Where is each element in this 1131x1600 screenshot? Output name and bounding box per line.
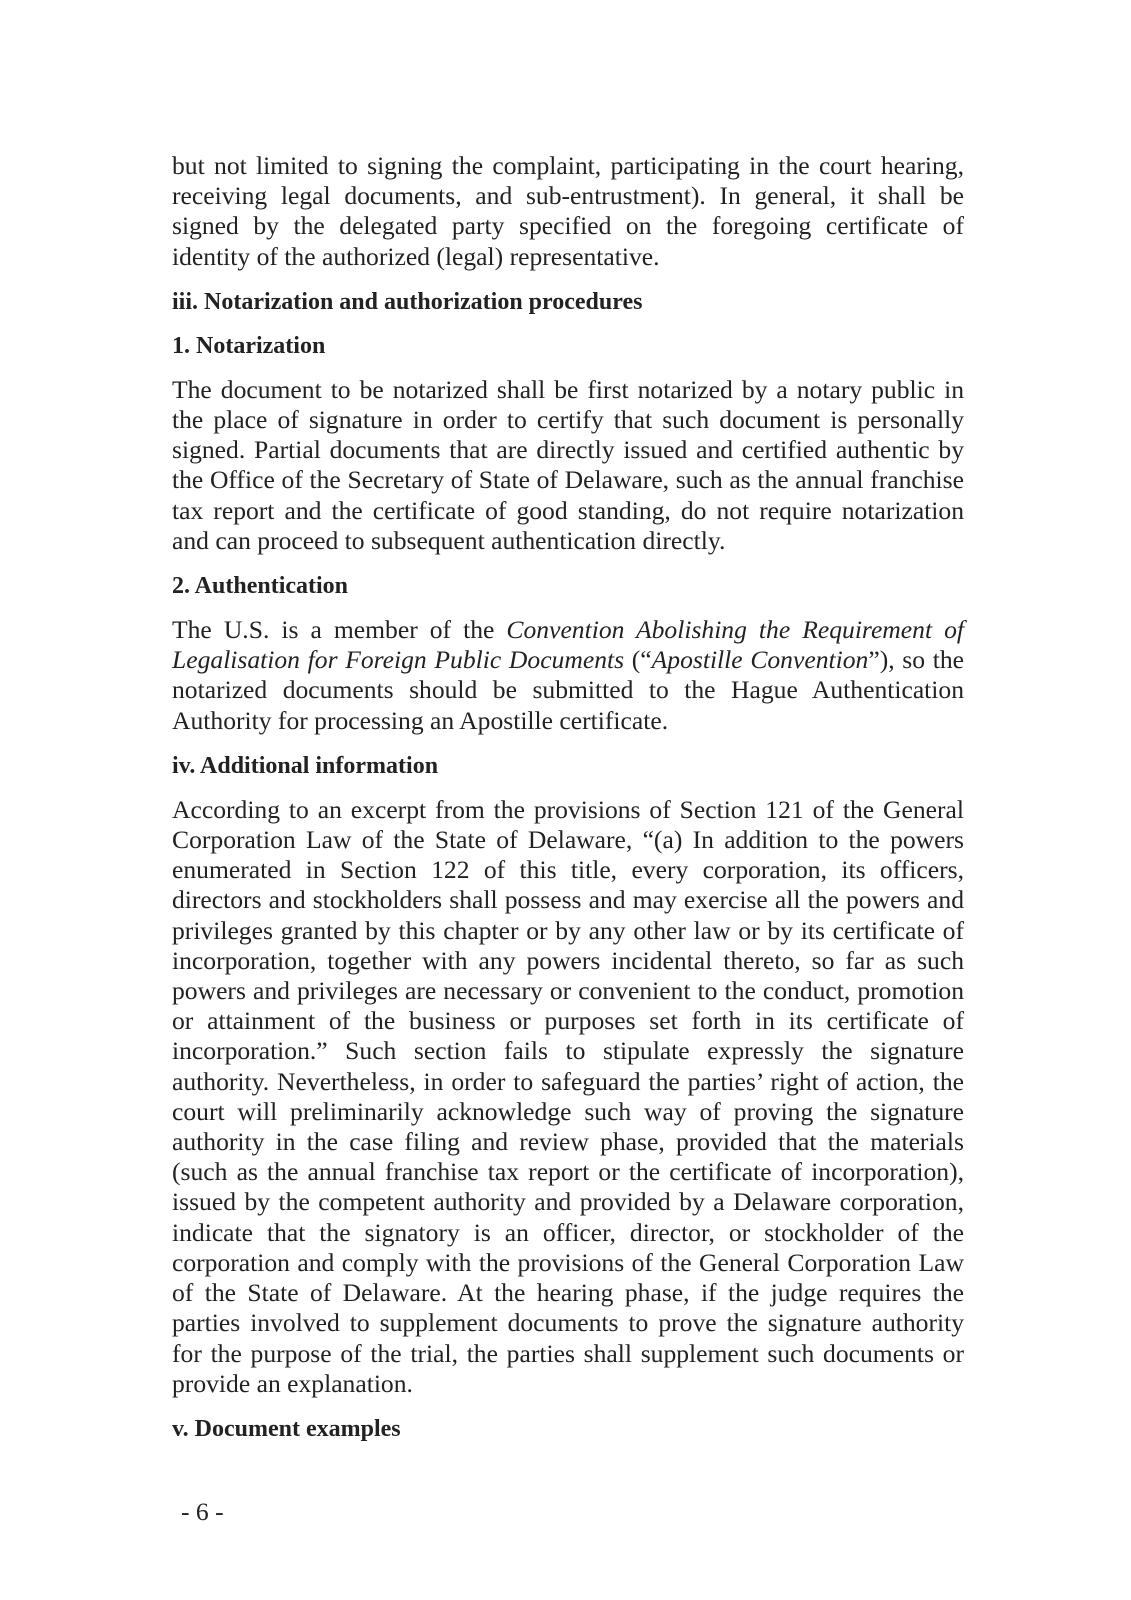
section-iv-heading: iv. Additional information — [172, 752, 439, 779]
page-number: - 6 - — [181, 1497, 224, 1526]
continuation-paragraph: but not limited to signing the complaint, participating in the court hearing, receiving legal documents, and sub-entrustment). In general, it shall be signed by the delegated party specified on the foregoing certificate of identity of the authorized (legal) representative. — [172, 151, 964, 271]
convention-short-name: Apostille Convention — [651, 645, 869, 675]
page-content — [172, 151, 964, 1458]
authentication-heading: 2. Authentication — [172, 573, 349, 600]
additional-information-paragraph: According to an excerpt from the provisions of Section 121 of the General Corporation Law of the State of Delaware, “(a) In addition to the powers enumerated in Section 122 of this title, every corporation, its officers, directors and stockholders shall possess and may exercise all the powers and privileges granted by this chapter or by any other law or by its certificate of incorporation, together with any powers incidental thereto, so far as such powers and privileges are necessary or convenient to the conduct, promotion or attainment of the business or purposes set forth in its certificate of incorporation.” Such section fails to stipulate expressly the signature authority. Nevertheless, in order to safeguard the parties’ right of action, the court will preliminarily acknowledge such way of proving the signature authority in the case filing and review phase, provided that the materials (such as the annual franchise tax report or the certificate of incorporation), issued by the competent authority and provided by a Delaware corporation, indicate that the signatory is an officer, director, or stockholder of the corporation and comply with the provisions of the General Corporation Law of the State of Delaware. At the hearing phase, if the judge requires the parties involved to supplement documents to prove the signature authority for the purpose of the trial, the parties shall supplement such documents or provide an explanation. — [172, 794, 964, 1398]
authentication-text-open-quote: (“ — [624, 645, 652, 675]
authentication-paragraph — [172, 615, 964, 736]
convention-name: Convention Abolishing the Requirement of Legalisation for Foreign Public Documents — [172, 615, 964, 675]
notarization-heading: 1. Notarization — [172, 332, 326, 359]
authentication-text-end: ”), so the notarized documents should be submitted to the Hague Authentication Authority for processing an Apostille certificate. — [172, 645, 965, 735]
authentication-text-start: The U.S. is a member of the — [172, 615, 507, 645]
section-iii-heading: iii. Notarization and authorization procedures — [172, 288, 643, 315]
notarization-paragraph: The document to be notarized shall be first notarized by a notary public in the place of signature in order to certify that such document is personally signed. Partial documents that are directly issued and certified authentic by the Office of the Secretary of State of Delaware, such as the annual franchise tax report and the certificate of good standing, do not require notarization and can proceed to subsequent authentication directly. — [172, 374, 964, 555]
section-v-heading: v. Document examples — [172, 1415, 401, 1442]
